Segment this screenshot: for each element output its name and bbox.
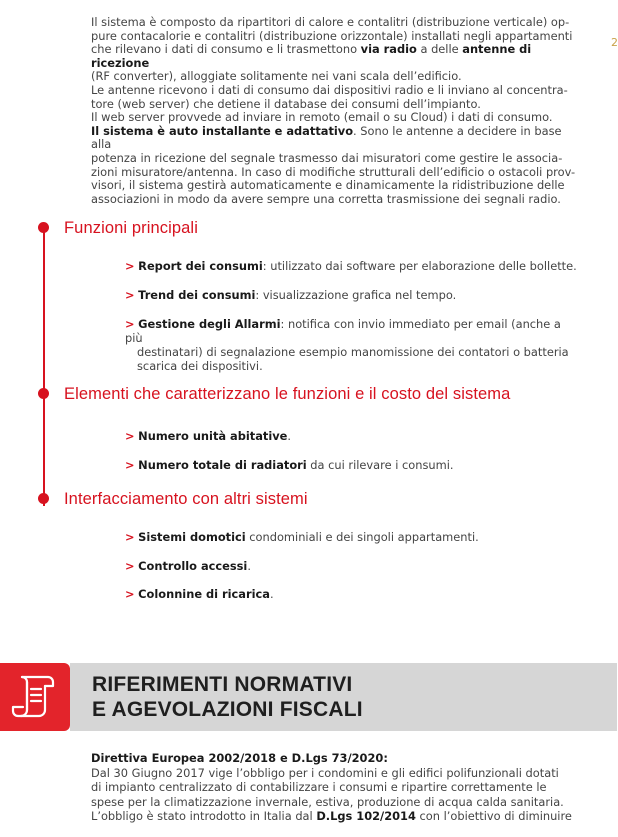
banner-title-line: RIFERIMENTI NORMATIVI [92,673,353,696]
timeline-dot [38,388,49,399]
item-text: da cui rilevare i consumi. [306,458,454,472]
bold-phrase: Il sistema è auto installante e adattativo [91,123,354,138]
text-line: pure contacalorie e contalitri (distribuzione orizzontale) installati negli appartamenti [91,28,573,43]
list-item [125,458,580,472]
item-label: Colonnine di ricarica [138,587,270,601]
item-text: : visualizzazione grafica nel tempo. [255,288,457,302]
arrow-icon: > [125,530,135,544]
reference-heading: Direttiva Europea 2002/2018 e D.Lgs 73/2020: [91,751,388,765]
item-label: Sistemi domotici [138,530,246,544]
text-line: con l’obiettivo di diminuire [415,809,572,823]
text-line: a delle [416,42,463,57]
list-item [125,429,580,443]
scroll-document-icon [0,663,70,731]
item-label: Numero unità abitative [138,429,288,443]
timeline-dot [38,222,49,233]
item-text-continued: scarica dei dispositivi. [137,359,263,373]
text-line: Il web server provvede ad inviare in remoto (email o su Cloud) i dati di consumo. [91,110,553,125]
bold-phrase: D.Lgs 102/2014 [316,809,416,823]
arrow-icon: > [125,587,135,601]
list-item [125,587,580,601]
item-label: Report dei consumi [138,259,263,273]
item-label: Controllo accessi [138,559,248,573]
text-line: tore (web server) che detiene il database dei consumi dell’impianto. [91,96,481,111]
text-line: Il sistema è composto da ripartitori di calore e contalitri (distribuzione verticale) op- [91,15,570,29]
item-text: . [287,429,292,443]
text-line: zioni misuratore/antenna. In caso di modifiche strutturali dell’edificio o ostacoli prov- [91,164,576,179]
arrow-icon: > [125,559,135,573]
list-item [125,530,580,544]
text-line: che rilevano i dati di consumo e li trasmettono [91,42,361,57]
text-line: Dal 30 Giugno 2017 vige l’obbligo per i condomini e gli edifici polifunzionali dotati [91,765,559,780]
bold-phrase: via radio [360,42,417,57]
text-line: di impianto centralizzato di contabilizzare i consumi e ripartire correttamente le [91,780,547,794]
page-edge-mark: 2 [611,36,618,49]
list-item [125,288,580,302]
arrow-icon: > [125,259,135,273]
intro-paragraph-3 [91,111,581,125]
intro-paragraph-1 [91,16,581,84]
bold-phrase: antenne di ricezione [91,42,532,70]
text-line: L’obbligo è stato introdotto in Italia dal [91,809,317,823]
reference-text [91,751,581,824]
item-text: : notifica con invio immediato per email (anche a più [125,317,561,345]
intro-text [91,16,581,206]
arrow-icon: > [125,317,135,331]
section-banner [0,663,617,731]
item-text: . [269,587,274,601]
banner-title-line: E AGEVOLAZIONI FISCALI [92,698,363,721]
scroll-document-icon-graphic [0,663,70,731]
text-line: potenza in ricezione del segnale trasmesso dai misuratori come gestire le associa- [91,150,563,165]
section-title-funzioni: Funzioni principali [64,219,198,237]
item-text: . [247,559,251,573]
intro-paragraph-4 [91,125,581,207]
text-line: (RF converter), alloggiate solitamente nei vani scala dell’edificio. [91,69,462,84]
item-text: condominiali e dei singoli appartamenti. [245,530,479,544]
timeline-dot [38,493,49,504]
list-item [125,317,580,373]
section-title-elementi: Elementi che caratterizzano le funzioni e il costo del sistema [64,385,511,403]
arrow-icon: > [125,458,135,472]
text-line: associazioni in modo da avere sempre una corretta trasmissione dei segnali radio. [91,191,561,206]
item-text-continued: destinatari) di segnalazione esempio manomissione dei contatori o batteria [137,345,569,359]
banner-title [92,672,363,722]
arrow-icon: > [125,288,135,302]
text-line: visori, il sistema gestirà automaticamente e dinamicamente la ridistribuzione delle [91,178,565,193]
timeline-line [43,224,45,506]
item-label: Gestione degli Allarmi [138,317,281,331]
arrow-icon: > [125,429,135,443]
item-text: : utilizzato dai software per elaborazione delle bollette. [262,259,577,273]
text-line: spese per la climatizzazione invernale, estiva, produzione di acqua calda sanitaria. [91,794,564,809]
item-label: Trend dei consumi [138,288,256,302]
intro-paragraph-2 [91,84,581,111]
list-item [125,259,580,273]
text-line: . Sono le antenne a decidere in base alla [91,123,562,152]
section-title-interfacciamento: Interfacciamento con altri sistemi [64,490,308,508]
text-line: Le antenne ricevono i dati di consumo dai dispositivi radio e li inviano al concentra- [91,82,568,97]
list-item [125,559,580,573]
item-label: Numero totale di radiatori [138,458,307,472]
